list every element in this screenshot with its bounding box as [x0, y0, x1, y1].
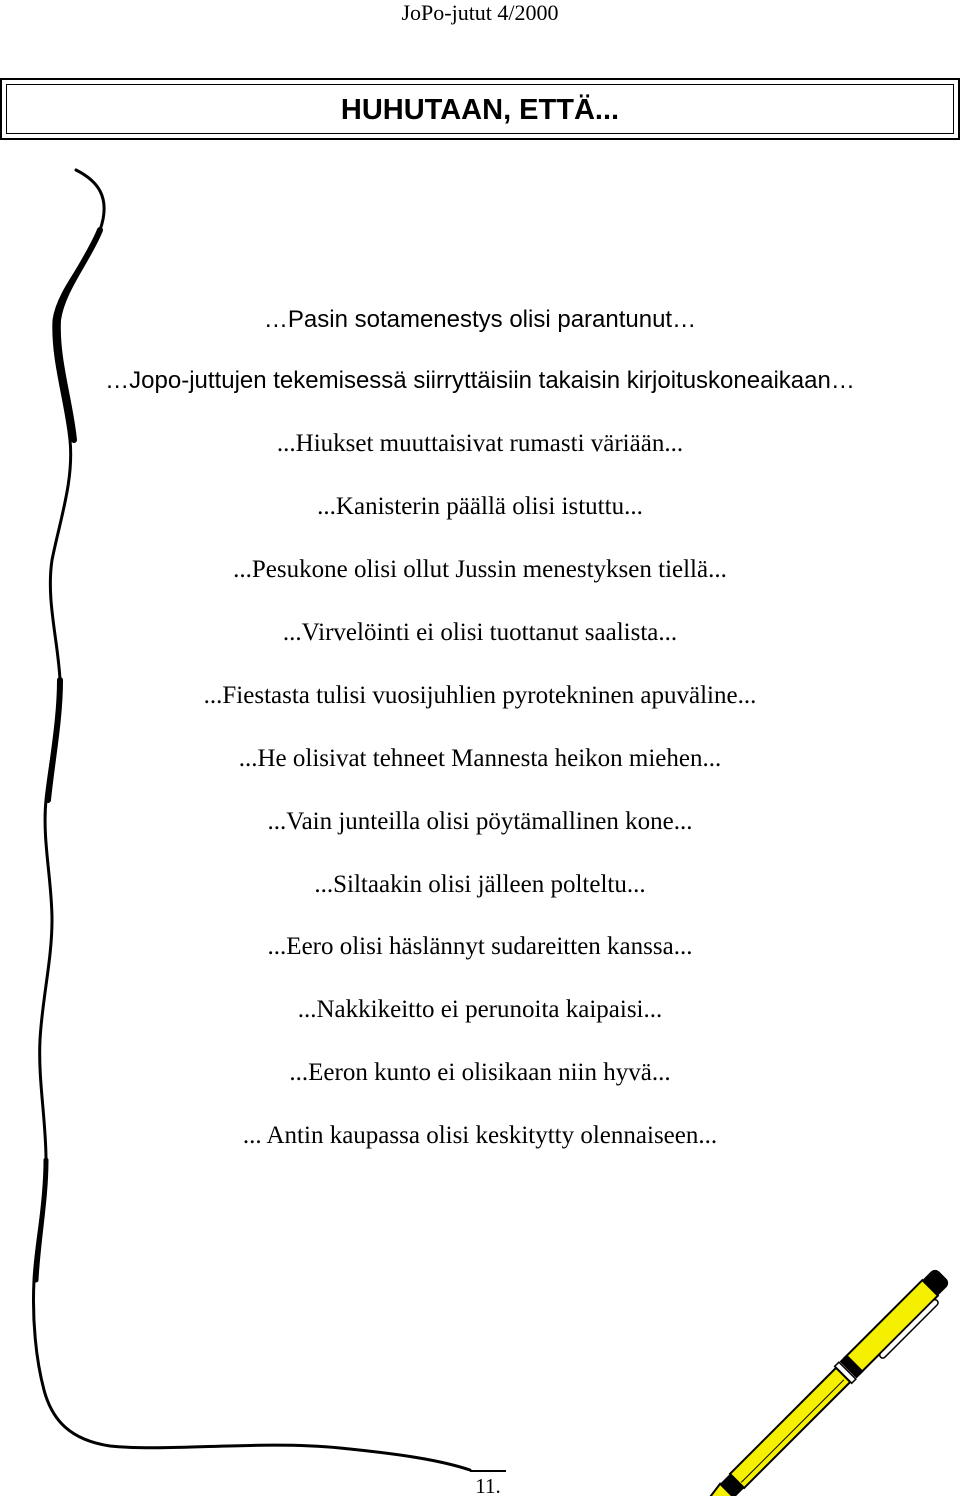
rumor-line: ...Pesukone olisi ollut Jussin menestyksen tiellä... [233, 556, 727, 583]
rumor-line: ...Nakkikeitto ei perunoita kaipaisi... [297, 996, 663, 1023]
running-header: JoPo-jutut 4/2000 [401, 0, 559, 25]
rumor-line: …Pasin sotamenestys olisi parantunut… [263, 306, 697, 333]
rumor-line: ...Eero olisi häslännyt sudareitten kanssa... [267, 933, 693, 960]
rumor-line: …Jopo-juttujen tekemisessä siirryttäisiin takaisin kirjoituskoneaikaan… [105, 367, 855, 394]
rumor-line: ... Antin kaupassa olisi keskitytty olennaiseen... [242, 1122, 718, 1149]
page-title: HUHUTAAN, ETTÄ... [340, 94, 620, 126]
rumor-line: ...He olisivat tehneet Mannesta heikon miehen... [238, 745, 722, 772]
page-number: 11. [470, 1470, 506, 1498]
rumor-line: ...Virvelöinti ei olisi tuottanut saalista... [282, 619, 678, 646]
rumor-line: ...Hiukset muuttaisivat rumasti väriään... [276, 430, 684, 457]
rumor-line: ...Siltaakin olisi jälleen polteltu... [314, 871, 646, 898]
rumor-line: ...Eeron kunto ei olisikaan niin hyvä... [289, 1059, 671, 1086]
rumor-line: ...Fiestasta tulisi vuosijuhlien pyrotekninen apuväline... [203, 682, 757, 709]
rumor-line: ...Kanisterin päällä olisi istuttu... [317, 493, 643, 520]
rumor-line: ...Vain junteilla olisi pöytämallinen kone... [267, 808, 693, 835]
